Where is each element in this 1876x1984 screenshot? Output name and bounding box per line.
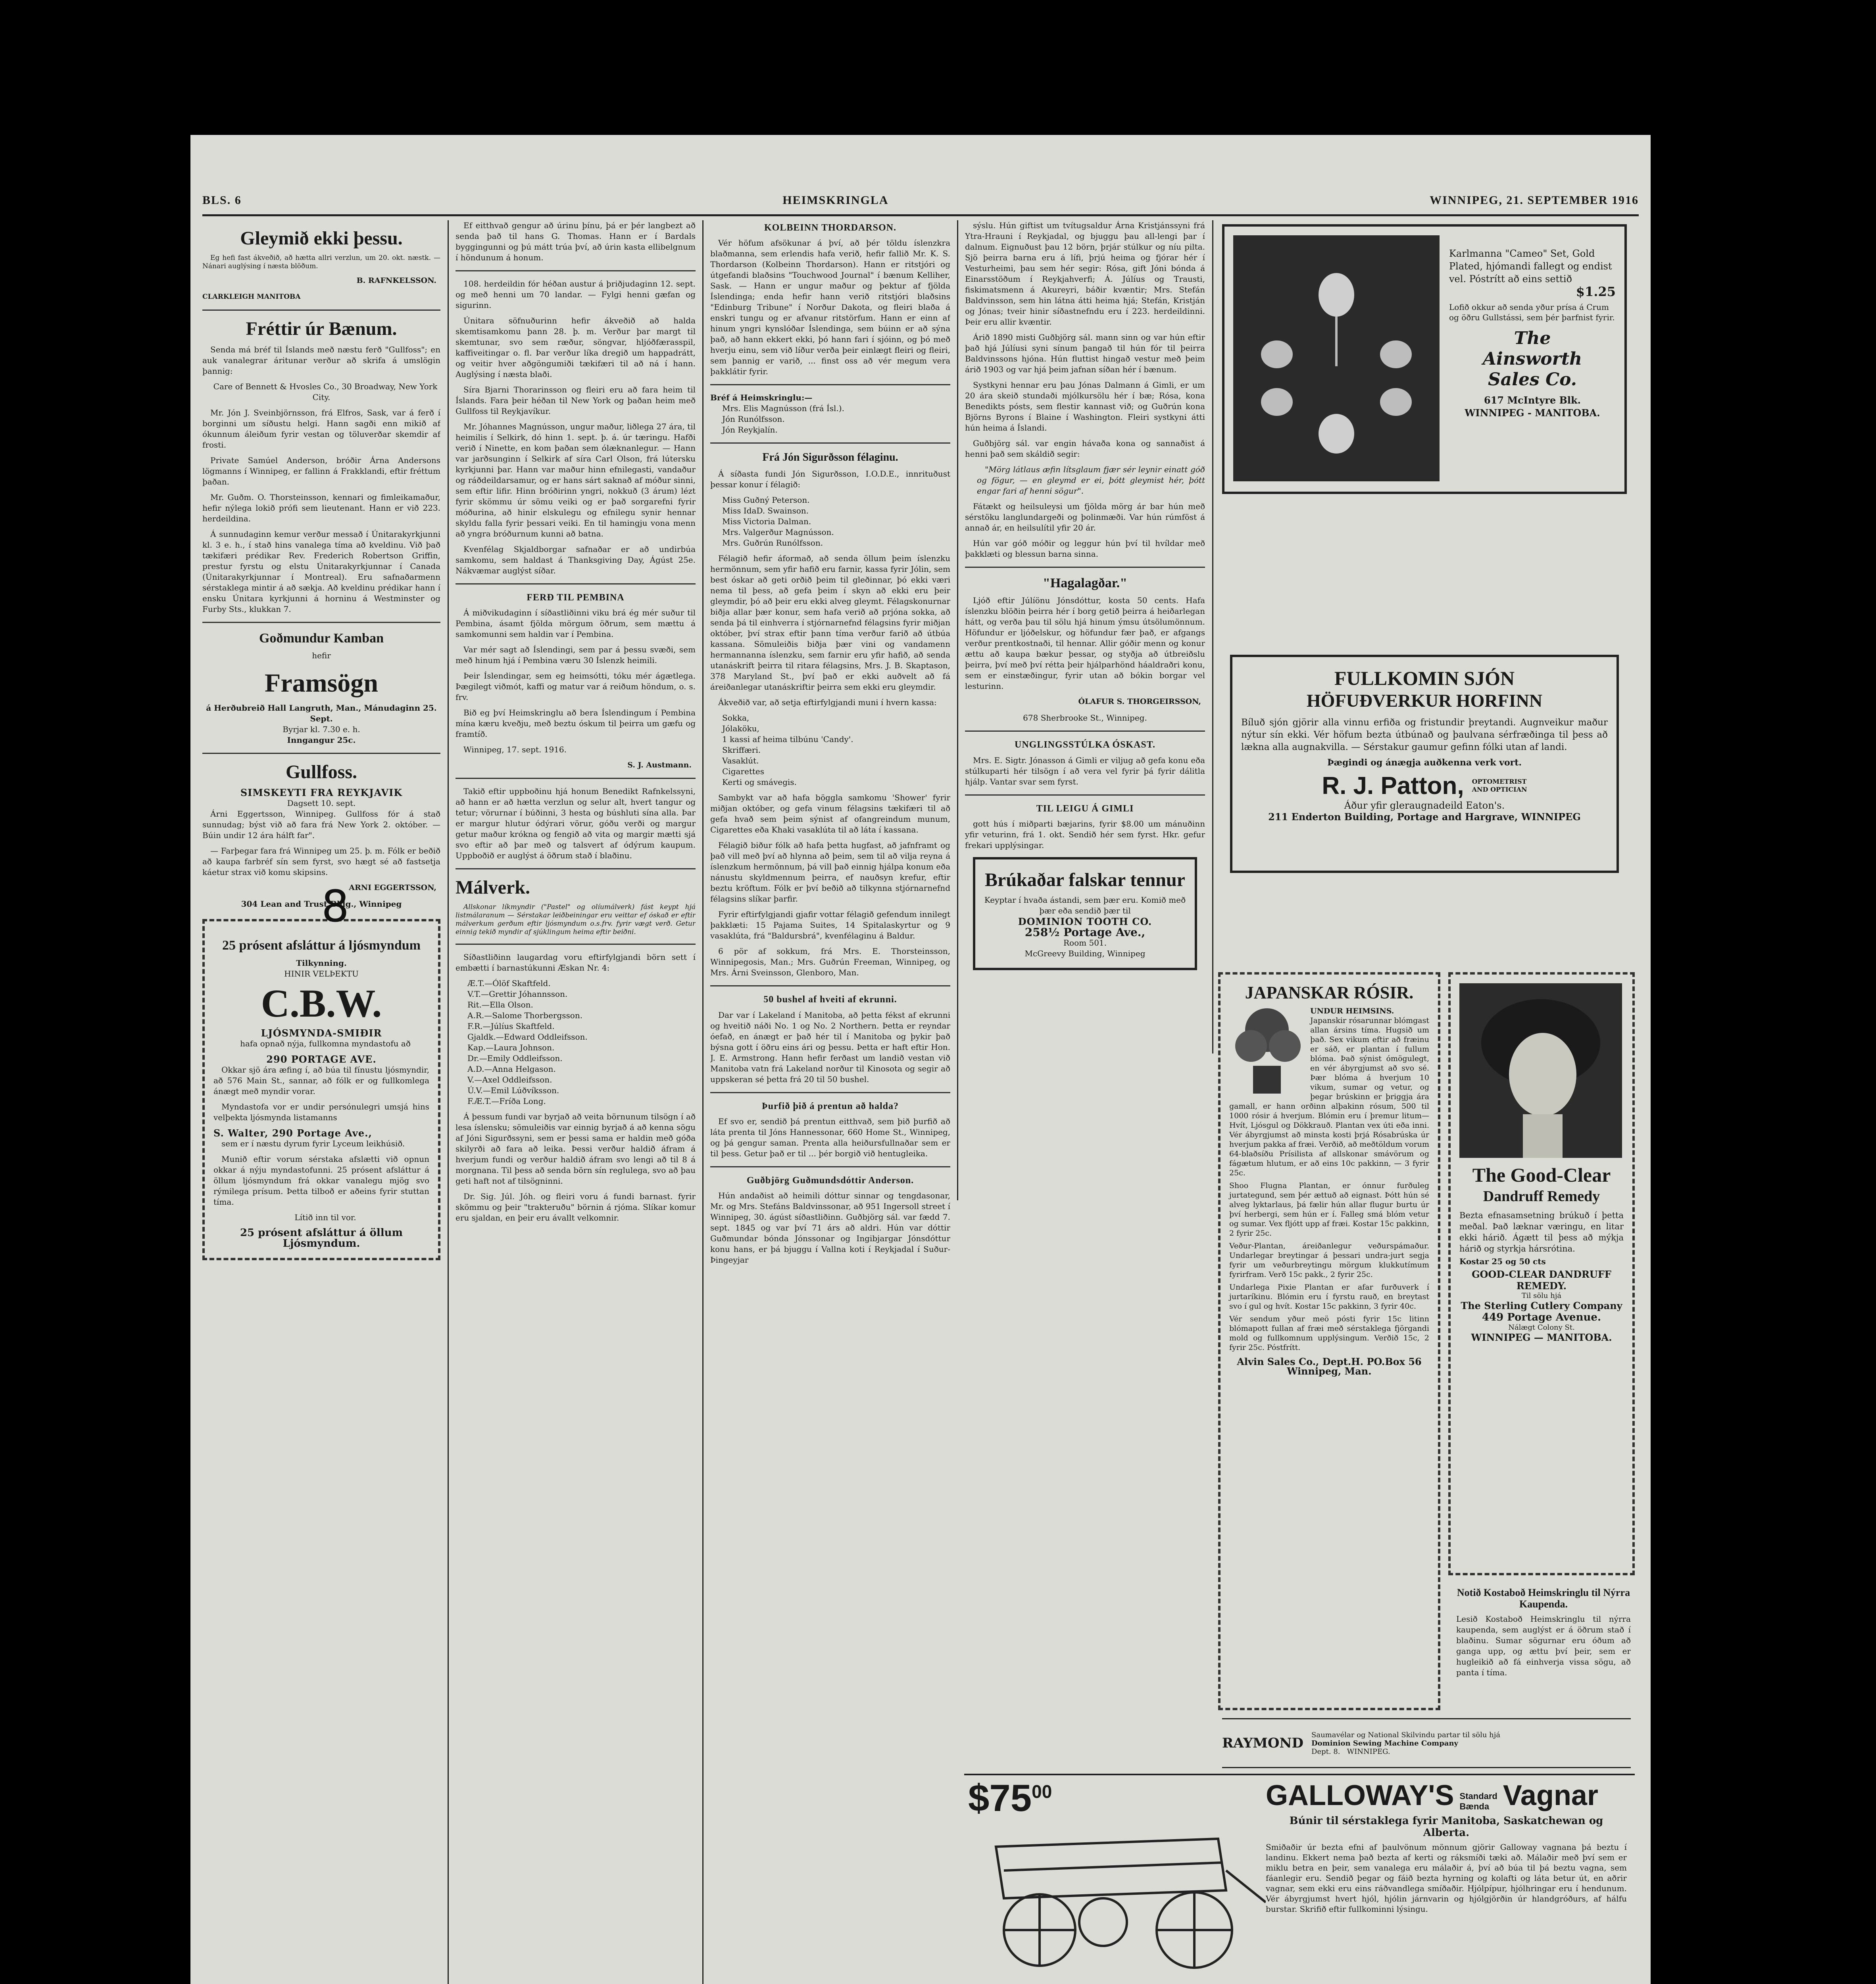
rosir-ad — [1218, 972, 1440, 1710]
raymond-details — [1311, 1731, 1631, 1756]
portrait-face — [1509, 1033, 1576, 1116]
goodclear-ad — [1448, 972, 1635, 1575]
raymond-dept: Dept. 8. — [1311, 1747, 1340, 1756]
gullfoss-signature: ARNI EGGERTSSON, — [349, 883, 436, 892]
galloway-title-vagnar: Vagnar — [1503, 1780, 1598, 1811]
list-item: Rit.—Ella Olson. — [467, 1000, 533, 1010]
goodclear-company: The Sterling Cutlery Company — [1461, 1300, 1622, 1311]
news-paragraph: Únitara söfnuðurinn hefir ákveðið að halda skemtisamkomu þann 28. þ. m. Verður þar margt til skemtunar, svo sem ræður, söngvar, hljóðfærasspil, kaffiveitingar o. fl. Þar verður líka dregið um happadrátt, og veitir hver aðgöngumiði tækifæri til að ná í hann. Auglýsing í næsta blaði. — [456, 316, 696, 379]
page-number: BLS. 6 — [202, 194, 242, 207]
ainsworth-name-line: Ainsworth — [1482, 349, 1582, 369]
cbw-text: hafa opnað nýja, fullkomna myndastofu að — [240, 1038, 411, 1048]
goodclear-name: GOOD-CLEAR DANDRUFF REMEDY. — [1472, 1268, 1611, 1292]
news-paragraph: Kvenfélag Skjaldborgar safnaðar er að undirbúa samkomu, sem haldast á Thanksgiving Day, Ágúst 25e. Nákvæmar auglýst síðar. — [456, 544, 696, 575]
goodclear-near: Nálægt Colony St. — [1508, 1323, 1575, 1332]
patton-title: FULLKOMIN SJÓN — [1334, 667, 1515, 689]
divider — [202, 310, 440, 311]
flower-pot — [1253, 1066, 1281, 1094]
tooth-company: DOMINION TOOTH CO. — [1018, 915, 1152, 927]
gullfoss-date: Dagsett 10. sept. — [287, 798, 356, 808]
kamban-name: Goðmundur Kamban — [259, 631, 384, 646]
kamban-hefir: hefir — [312, 650, 331, 660]
bref-title: Bréf á Heimskringlu:— — [710, 393, 813, 403]
raymond-company: Dominion Sewing Machine Company — [1311, 1739, 1458, 1748]
bref-list — [722, 403, 950, 435]
list-item: F.Æ.T.—Fríða Long. — [467, 1096, 546, 1106]
pembina-signature: S. J. Austmann. — [627, 761, 692, 770]
pembina-title: FERÐ TIL PEMBINA — [527, 592, 625, 603]
gullfoss-address: 304 Lean and Trust Bldg., Winnipeg — [241, 899, 402, 909]
raymond-ad — [1222, 1718, 1631, 1768]
gullfoss-subtitle: SIMSKEYTI FRA REYKJAVIK — [240, 787, 403, 799]
divider — [456, 583, 696, 584]
news-paragraph: Private Samúel Anderson, bróðir Árna Andersons lögmanns í Winnipeg, er fallinn á Frakklandi, eftir fréttum þaðan. — [202, 455, 440, 486]
pembina-paragraph: Þeir Íslendingar, sem eg heimsótti, tóku mér ágætlega. Þægilegt viðmót, kaffi og matur var á reiðum höndum, o. s. frv. — [456, 671, 696, 702]
kamban-place: á Herðubreið Hall Langruth, Man., Mánudaginn 25. Sept. — [206, 703, 437, 723]
hagaladar-signature: ÓLAFUR S. THORGEIRSSON, — [1078, 697, 1201, 706]
list-item: Miss Victoria Dalman. — [722, 517, 811, 527]
goodclear-city: WINNIPEG — MANITOBA. — [1471, 1331, 1612, 1343]
gleymid-signature: B. RAFNKELSSON. — [356, 276, 436, 285]
cbw-ad — [202, 919, 440, 1260]
list-item: Kerti og smávegis. — [722, 777, 797, 787]
tooth-title: Brúkaðar falskar tennur — [985, 869, 1185, 891]
list-item: Gjaldk.—Edward Oddleifsson. — [467, 1032, 588, 1042]
galloway-hveiti — [972, 1978, 1258, 1984]
galloway-bond: Bænda — [1459, 1801, 1490, 1811]
osk-title: UNGLINGSSTÚLKA ÓSKAST. — [1015, 740, 1155, 750]
cameo-button — [1319, 414, 1354, 454]
divider — [456, 778, 696, 779]
patton-subtitle: HÖFUÐVERKUR HORFINN — [1306, 690, 1543, 711]
cbw-text: Lítið inn til vor. — [294, 1212, 356, 1222]
list-item: Sokka, — [722, 713, 750, 723]
column-3 — [710, 220, 950, 1984]
news-paragraph: 108. herdeildin fór héðan austur á þriðjudaginn 12. sept. og með henni um 70 landar. — Fylgi henni gæfan og sigurinn. — [456, 279, 696, 310]
galloway-price — [968, 1779, 1052, 1817]
rosir-shoo: Shoo Flugna Plantan, er ónnur furðuleg jurtategund, sem þér ættuð að eignast. Þótt hún sé alveg lyktarlaus, þá fælir hún allar flugur burtu úr því herbergi, sem hún er í. Falleg smá blóm vetur og sumar. Vex fljótt upp af fræi. Kostar 15c pakkinn, 2 fyrir 25c. — [1229, 1181, 1429, 1238]
cufflink — [1261, 340, 1293, 368]
ainsworth-name — [1449, 328, 1616, 390]
obituary-paragraph: Árið 1890 misti Guðbjörg sál. mann sinn og var hún eftir það hjá Júlíusi syni sínum þangað til hún fór til þeirra Baldvinssons hjóna. Hún fluttist hingað vestur með þeim árið 1903 og var hjá þeim jafnan síðan hér í bænum. — [965, 333, 1205, 374]
galloway-price-dollars: $75 — [968, 1777, 1032, 1819]
wagon-box-line — [1004, 1863, 1222, 1871]
tooth-ad — [973, 857, 1197, 970]
ainsworth-price: $1.25 — [1576, 284, 1616, 299]
list-item: Vasaklút. — [722, 756, 759, 766]
cbw-text: Myndastofa vor er undir persónulegri umsjá hins velþekta ljósmynda listamanns — [213, 1102, 429, 1122]
malverk-title: Málverk. — [456, 877, 530, 898]
leigu-paragraph: gott hús í miðparti bæjarins, fyrir $8.00 um mánuðinn yfir veturinn, frá 1. okt. Sendið hér sem fyrst. Hkr. gefur frekari upplýsingar. — [965, 819, 1205, 850]
divider — [965, 794, 1205, 796]
print-title: Þurfið þið á prentun að halda? — [762, 1101, 899, 1111]
list-item: Jón Runólfsson. — [722, 414, 785, 424]
kolbeinn-paragraph: Vér höfum afsökunar á því, að þér töldu íslenzkra blaðmanna, sem erlendis hafa verið, hefir fallið Mr. K. S. Thordarson (Kolbeinn Thordarson). Hann er ritstjóri og útgefandi blaðsins "Touchwood Journal" í bænum Kelliher, Sask. — Hann er ungur maður og þektur af fjölda Íslendinga; enda hefir hann verið ritstjóri blaðsins "Edinburg Tribune" í Norður Dakota, og fleiri blaða á enskri tungu og er afvanur ritstörfum. Hann er einn af hinum yngri kynslóðar Íslendinga, sem búinn er að sýna það, að hann ekkert ekki, þó hann fari í sjóinn, og þó með hverju einu, sem við líður verða þeir einlægt fleiri og fleiri, sem þannig er varið, ... finst oss að vér megum vera þakklátir fyrir. — [710, 238, 950, 377]
galloway-title: GALLOWAY'S — [1266, 1780, 1454, 1811]
fjs-paragraph: Á síðasta fundi Jón Sigurðsson, I.O.D.E., innrituðust þessar konur í félagið: — [710, 469, 950, 490]
fjs-paragraph: Félagið hefir áformað, að senda öllum þeim íslenzku hermönnum, sem yfir hafið eru farnir, kassa fyrir Jólin, sem best óskar að geti orðið þeim til gleðinnar, þó ekki væri nema til þess, að gefa þeim í skyn að ekki eru þeir gleymdir, þó að þeir eru ekki alveg gleymt. Félagskonurnar biðja allar þær konur, sem hafa verið að prjóna sokka, að senda þá til einhverra í stjórnarnefnd félagsins fyrir miðjan október, því strax eftir þann tíma verður farið að útbúa kassana. Sömuleiðis biðja þær vini og vandamenn hermannanna íslenzku, sem farnir eru yfir hafið, að senda utanáskrift þeirra til ritara félagsins, Mrs. J. B. Skaptason, 378 Maryland St., því það er ekki auðvelt að fá áreiðanlegar utanáskriftir þeirra sem ekki eru gleymdir. — [710, 554, 950, 692]
news-paragraph: Mr. Guðm. O. Thorsteinsson, kennari og fimleikamaður, hefir nýlega lokið prófi sem lieutenant. Hann er við 223. herdeildina. — [202, 492, 440, 523]
ainsworth-text-block — [1440, 235, 1616, 483]
divider — [710, 384, 950, 385]
ainsworth-address: 617 McIntyre Blk. — [1484, 394, 1581, 406]
goodclear-address: 449 Portage Avenue. — [1482, 1311, 1601, 1323]
news-paragraph: Takið eftir uppboðinu hjá honum Benedikt Rafnkelssyni, að hann er að hætta verzlun og selur alt, hvert tangur og tetur; vörurnar í búðinni, 3 hesta og búshluti sína alla. Þar er margur hlutur ódýrari vörur, góðu verði og margur getur maður krókna og fengið að vita og margir mætti sjá svo eftir að þar með og talsvert af ódýrum kaupum. Uppboðið er auglýst á öðrum stað í blaðinu. — [456, 786, 696, 861]
rose-bush — [1269, 1030, 1301, 1062]
obituary-paragraph: Guðbjörg sál. var engin hávaða kona og sannaðist á henni það sem skáldið segir: — [965, 438, 1205, 459]
column-4 — [965, 220, 1205, 1192]
news-paragraph: Síðastliðinn laugardag voru eftirfylgjandi börn sett í embætti í barnastúkunni Æskan Nr. 4: — [456, 952, 696, 973]
rose-bush — [1235, 1030, 1267, 1062]
cbw-smidir: LJÓSMYNDA-SMIÐIR — [261, 1027, 382, 1039]
frettir-title: Fréttir úr Bænum. — [246, 318, 397, 339]
goodclear-sold: Til sölu hjá — [1521, 1291, 1562, 1300]
fjs-title: Frá Jón Sigurðsson félaginu. — [762, 451, 898, 464]
news-paragraph: Mr. Jón J. Sveinbjörnsson, frá Elfros, Sask, var á ferð í borginni um síðustu helgi. Hann sagði enn mikið af ókunnum áleiðum fyrir vestan og töluverðar skemdir af frosti. — [202, 408, 440, 450]
kamban-time: Byrjar kl. 7.30 e. h. — [283, 724, 360, 734]
list-item: Mrs. Guðrún Runólfsson. — [722, 538, 823, 548]
goodclear-price: Kostar 25 og 50 cts — [1459, 1256, 1546, 1266]
cufflink — [1380, 340, 1412, 368]
fjs-paragraph: Ákveðið var, að setja eftirfylgjandi muni í hvern kassa: — [718, 698, 937, 707]
kostabod-text: Lesið Kostaboð Heimskringlu til nýrra kaupenda, sem auglýst er á öðrum stað í blaðinu. Sumar sögurnar eru óðum að ganga upp, og ættu því þeir, sem er hugleikið að fá einhverja vissa sögu, að panta í tíma. — [1456, 1614, 1631, 1678]
list-item: Ú.V.—Emil Lúðvíksson. — [467, 1086, 559, 1096]
obituary-paragraph: sýslu. Hún giftist um tvítugsaldur Árna Kristjánssyni frá Ytra-Hrauni í Reykjadal, og bjuggu þau all-lengi þar í dalnum. Eignuðust þau 12 börn, þrjár stúlkur og níu pilta. Sjö þeirra barna eru á lífi, þrjú heima og fjórar hér í Vesturheimi, þau sem hér segir: Rósa, gift Jóni bónda á Einarsstöðum í Reykjahverfi; Á. Júlíus og Trausti, fiskimatsmenn á Akureyri, báðir kvæntir; Mrs. Stefán Baldvinsson, sem hin látna átti heima hjá; Stefán, Kristján og Jónas; tveir hinir síðastnefndu eru í 223. herdeildinni. Þeir eru allir kvæntir. — [965, 221, 1205, 327]
fjs-paragraph: Fyrir eftirfylgjandi gjafir vottar félagið gefendum innilegt þakklæti: 15 Pajama Suites, 14 Spitalaskyrtur og 9 vasaklúta, frá "Baldursbrá", kvenfélaginu á Baldur. — [710, 909, 950, 941]
cbw-text: Okkar sjö ára æfing í, að búa til fínustu ljósmyndir, að 576 Main St., sannar, að fólk er og fullkomlega ánægt með myndir vorar. — [213, 1065, 429, 1096]
list-item: F.R.—Júlíus Skaftfeld. — [467, 1021, 555, 1031]
cufflink — [1380, 388, 1412, 416]
patton-slogan: Þægindi og ánægja auðkenna verk vort. — [1327, 757, 1522, 768]
list-item: Æ.T.—Ólöf Skaftfeld. — [467, 979, 551, 988]
page-header — [202, 186, 1639, 216]
rosir-subtitle: UNDUR HEIMSINS. — [1310, 1007, 1394, 1016]
kostabod-title: Notið Kostaboð Heimskringlu til Nýrra Kaupenda. — [1457, 1587, 1630, 1610]
cbw-text: sem er í næstu dyrum fyrir Lyceum leikhúsið. — [221, 1138, 405, 1148]
news-paragraph: Síra Bjarni Thorarinsson og fleiri eru að fara heim til Íslands. Fara þeir héðan til New York og þaðan heim með Gullfoss til Reykjavíkur. — [456, 385, 696, 416]
wagon-illustration — [972, 1823, 1266, 1970]
rose-plant-illustration — [1229, 1006, 1305, 1098]
malverk-ad — [456, 877, 696, 936]
ainsworth-city: WINNIPEG - MANITOBA. — [1465, 407, 1600, 419]
list-item: V.—Axel Oddleifsson. — [467, 1075, 552, 1085]
goodclear-title: The Good-Clear — [1472, 1164, 1611, 1186]
margin-annotation: 8 — [321, 881, 349, 932]
list-item: Mrs. Elis Magnússon (frá Ísl.). — [722, 404, 844, 413]
patton-name-row — [1241, 772, 1608, 800]
wheat-title: 50 bushel af hveiti af ekrunni. — [763, 994, 897, 1005]
divider — [710, 985, 950, 986]
list-item: Miss Guðný Peterson. — [722, 495, 810, 505]
hagaladar-address: 678 Sherbrooke St., Winnipeg. — [1023, 713, 1147, 723]
raymond-dept-row — [1311, 1748, 1631, 1756]
cbw-hinir: HINIR VELÞEKTU — [284, 969, 359, 979]
pembina-paragraph: Var mér sagt að Íslendingi, sem par á þessu svæði, sem með hinum hjá í Pembina væru 30 Íslenzk heimili. — [456, 645, 696, 665]
gullfoss-title: Gullfoss. — [285, 761, 358, 782]
goodclear-subtitle: Dandruff Remedy — [1483, 1188, 1600, 1205]
rosir-text: Japanskir rósarunnar blómgast allan ársins tíma. Hugsið um það. Sex vikum eftir að fræinu er sáð, er plantan í fullum blóma. Það sýnist ómögulegt, en vér ábyrgjumst að svo sé. Þær blóma á hverjum 10 vikum, sumar og vetur, og þegar brúskinn er þriggja ára gamall, er hann orðinn alþakinn rósum, 500 til 1000 rósir á hverjum. Blómin eru í þremur litum—Hvít, Ljósgul og Dökkrauð. Plantan vex úti eða inni. Vér ábyrgjumst að minsta kosti þrjá Rósabrúska úr hverjum pakka af fræi. Verðið, að meðtöldum vorum 64-blaðsíðu Prísilista af allskonar smávörum og fágætum hlutum, er að eins 10c pakkinn, — 3 fyrir 25c. — [1229, 1016, 1429, 1178]
list-item: Miss IdaD. Swainson. — [722, 506, 809, 516]
patton-title-line: AND OPTICIAN — [1472, 786, 1527, 794]
cbw-tilkynning: Tilkynning. — [296, 958, 347, 968]
column-rule — [448, 220, 449, 1984]
gleymid-notice — [202, 228, 440, 302]
list-item: Cigarettes — [722, 767, 764, 777]
galloway-subtitle: Búnir til sérstaklega fyrir Manitoba, Saskatchewan og Alberta. — [1289, 1815, 1603, 1839]
kamban-title: Framsögn — [265, 668, 378, 698]
news-paragraph: Care of Bennett & Hvosles Co., 30 Broadway, New York City. — [213, 381, 438, 402]
hagaladar-title: "Hagalagðar." — [1042, 576, 1128, 590]
pembina-paragraph: Á miðvikudaginn í síðastliðinni viku brá ég mér suður til Pembina, ásamt fjölda mörgum öðrum, sem mættu á samkomunni sem haldin var í Pembina. — [456, 608, 696, 639]
divider — [202, 622, 440, 623]
ainsworth-note: Lofið okkur að senda yður prísa á Crum og öðru Gullstássi, sem þér þarfnist fyrir. — [1449, 302, 1615, 322]
obituary-paragraph: Systkyni hennar eru þau Jónas Dalmann á Gimli, er um 20 ára skeið stundaði mjólkursölu hér í bæ; Rósa, kona Benedikts pósts, sem flestir kannast við; og Guðrún kona Björns Byrons í Blaine í Washington. Fleiri systkyni átti hún heima á Íslandi. — [965, 380, 1205, 433]
obituary-verse: "Mörg látlaus æfin lítsglaum fjær sér leynir einatt góð og fögur, — en gleymd er ei, þótt gleymist hér, þótt engar fari af henni sögur". — [977, 465, 1205, 496]
news-paragraph: Ef eitthvað gengur að úrinu þínu, þá er þér langbezt að senda það til hans G. Thomas. Hann er í Bardals byggingunni og þú mátt trúa því, að úrin kasta ellibelgnum í höndunum á honum. — [456, 221, 696, 262]
cufflinks-illustration — [1233, 235, 1440, 481]
galloway-price-cents: 00 — [1032, 1781, 1052, 1802]
gleymid-title: Gleymið ekki þessu. — [240, 228, 403, 249]
tooth-building: McGreevy Building, Winnipeg — [1024, 948, 1146, 958]
raymond-name: RAYMOND — [1222, 1735, 1304, 1751]
list-item: A.R.—Salome Thorbergsson. — [467, 1011, 583, 1021]
list-item: V.T.—Grettir Jóhannsson. — [467, 989, 568, 999]
news-paragraph: Senda má bréf til Íslands með næstu ferð "Gullfoss"; en auk vanalegrar áritunar verður að skrifa á umslögin þannig: — [202, 344, 440, 376]
ainsworth-name-line: Sales Co. — [1488, 369, 1577, 390]
galloway-text: Smiðaðir úr bezta efni af þaulvönum mönnum gjörir Galloway vagnana þá beztu í landinu. Ekkert nema það bezta af kerti og ráksmíði tæki að. Málaðir með því sem er miklu betra en þeir, sem vanalega eru málaðir á, því að búa til þá beztu vagna, sem fáanlegir eru. Sendið þegar og fáið bezta hyrning og kolafti og láta betur út, en aðrir vagnar, sem ekki eru eins ráðvandlega smíðaðir. Hjólpípur, hjólhringar eru í hendunum. Vér ábyrgjumst hvert hjól, hjólin járnvarin og hjólgjörðin úr hlandgróðurs, af hálfu burstar. Skrifið eftir fullkominni lýsingu. — [1266, 1842, 1627, 1914]
wagon-tongue — [1226, 1871, 1266, 1902]
cbw-walter: S. Walter, 290 Portage Ave., — [213, 1127, 372, 1139]
osk-paragraph: Mrs. E. Sigtr. Jónasson á Gimli er viljug að gefa konu eða stúlkuparti hér tilsögn í að vera vel fyrir þá fyrir dálitla hjálp. Vantar svar sem fyrst. — [965, 755, 1205, 786]
patton-previous: Áður yfir gleraugnadeild Eaton's. — [1344, 800, 1505, 811]
cbw-title: 25 prósent afsláttur á ljósmyndum — [222, 938, 421, 953]
pembina-paragraph: Bið eg því Heimskringlu að bera Íslendingum í Pembina mína kæru kveðju, með beztu óskum til þeirra um gæfu og framtíð. — [456, 708, 696, 739]
column-rule — [1212, 220, 1213, 1054]
masthead: HEIMSKRINGLA — [782, 194, 889, 207]
pembina-paragraph: Winnipeg, 17. sept. 1916. — [463, 745, 567, 755]
news-paragraph: Mr. Jóhannes Magnússon, ungur maður, liðlega 27 ára, til heimilis í Selkirk, dó hinn 1. sept. þ. á. úr tæringu. Hafði verið í Ninette, en kom þaðan sem ólæknanlegur. — Hann var jarðsunginn í Selkirk af síra Carl Olson, frá lútersku kyrkjunni þar. Hann var maður hinn efnilegasti, vandaður og ráðdeildarsamur, og er hans sárt saknað af móður sinni, sem eftir lifir. Hinn bróðirinn yngri, nokkuð (3 árum) lézt fyrir skömmu úr sömu veiki og er það sorgarefni fyrir móðurina, að hinir elskulegu og efnilegu synir hennar skyldu falla fyrir þessari veiki. En til hamingju vona menn að yngra bróðurnum kunni að batna. — [456, 422, 696, 538]
divider — [710, 1166, 950, 1167]
divider — [456, 944, 696, 945]
column-1 — [202, 220, 440, 1984]
portrait-neck — [1523, 1114, 1563, 1158]
rosir-company: Alvin Sales Co., Dept.H. PO.Box 56 — [1237, 1356, 1422, 1368]
patton-credentials — [1472, 778, 1527, 794]
galloway-ad — [964, 1774, 1635, 1984]
gullfoss-paragraph: Árni Eggertsson, Winnipeg. Gullfoss fór á stað sunnudag; býst við að fara frá New York 2. október. — Búin undir 12 ára hálft far". — [202, 809, 440, 840]
divider — [456, 868, 696, 869]
list-item: 1 kassi af heima tilbúnu 'Candy'. — [722, 734, 853, 744]
cufflink — [1261, 388, 1293, 416]
list-item: Jón Reykjalín. — [722, 425, 778, 435]
fjs-paragraph: Sambykt var að hafa böggla samkomu 'Shower' fyrir miðjan október, og gefa vinum félagsins tækifæri til að gefa hvað sem þeim sýnist af ofangreindum munum, Cigarettes eða Khaki vasaklúta til að láta í kassana. — [710, 793, 950, 835]
wagon-wheel — [1079, 1898, 1127, 1946]
cameo-pin — [1319, 273, 1354, 317]
column-rule — [957, 220, 958, 1200]
patton-address: 211 Enderton Building, Portage and Hargrave, WINNIPEG — [1268, 811, 1581, 823]
tooth-room: Room 501. — [1063, 938, 1107, 948]
kolbeinn-title: KOLBEINN THORDARSON. — [764, 223, 896, 233]
wheat-paragraph: Dar var í Lakeland í Manitoba, að þetta fékst af ekrunni og hveitið náði No. 1 og No. 2 Northern. Þetta er reyndar óefað, en ánægt er það hér til í Manitoba og þykir það býsna gott í öðru eins ári og þessu. Þetta er haft eftir Hon. J. E. Armstrong. Hann hefir ferðast um landið vestan við Manitoba vatn frá Lakeland norður til Kinosota og segir að uppskeran sé þetta frá 20 til 50 bushel. — [710, 1010, 950, 1084]
galloway-header — [1266, 1779, 1627, 1914]
malverk-text: Allskonar líkmyndir ("Pastel" og olíumálverk) fást keypt hjá listmálaranum — Sérstakar leiðbeiningar eru veittar ef óskað er eftir málverkum gerðum eftir ljósmyndum o.s.frv. fyrir vægt verð. Getur einnig tekið myndir af sjúklingum heima eftir beiðni. — [456, 903, 696, 936]
galloway-std: Standard — [1459, 1791, 1497, 1801]
kamban-fee: Inngangur 25c. — [287, 735, 356, 745]
rosir-vedur: Veður-Plantan, áreiðanlegur veðurspámaður. Undarlegar breytingar á þessari undra-jurt segja fyrir um veðurbreytingu mörgum klukkutímum fyrirfram. Verð 15c pakk., 2 fyrir 25c. — [1229, 1242, 1429, 1279]
leigu-title: TIL LEIGU Á GIMLI — [1036, 803, 1134, 814]
divider — [965, 731, 1205, 732]
list-item: Kap.—Laura Johnson. — [467, 1043, 555, 1053]
gullfoss-paragraph: — Farþegar fara frá Winnipeg um 25. þ. m. Fólk er beðið að kaupa farbréf sín sem fyrst, svo hægt sé að fastsetja káetur strax við komu skipsins. — [202, 846, 440, 877]
list-item: Dr.—Emily Oddleifsson. — [467, 1054, 563, 1063]
gleymid-body: Eg hefi fast ákveðið, að hætta allri verzlun, um 20. okt. næstk. — Nánari auglýsing í næsta blöðum. — [202, 254, 440, 270]
obituary-paragraph: Fátækt og heilsuleysi um fjölda mörg ár bar hún með sérstöku langlundargeði og þolinmæði. Var hún rúmföst á annað ár, en heilsulítil yfir 20 ár. — [965, 502, 1205, 533]
fjs-paragraph: Félagið biður fólk að hafa þetta hugfast, að jafnframt og það vill með því að hlynna að þeim, sem til að vilja reyna á íslenzkum hermönnum, þá vill það einnig hjálpa konum eða nánustu skyldmennum þeirra, ef nauðsyn krefur, eftir beztu kröftum. Fólk er því beðið að tilkynna stjórnarnefnd félagsins slíkar þarfir. — [710, 840, 950, 904]
list-item: Jólaköku, — [722, 724, 759, 734]
tooth-text: Keyptar í hvaða ástandi, sem þær eru. Komið með þær eða sendið þær til — [984, 895, 1186, 915]
news-paragraph: Á sunnudaginn kemur verður messað í Únitarakyrkjunni kl. 3 e. h., í stað hins vanalega tíma að kveldinu. Við það tækifæri prédikar Rev. Frederich Robertson Griffin, prestur fyrstu og elstu Únitarakyrkjunnar í Canada (Únitarakyrkjunnar í Montreal). Eru safnaðarmenn sérstaklega mintir á að sækja. Að kveldinu prédikar hann í ensku Únitara kyrkjunni á horninu á Westminster og Furby Sts., klukkan 7. — [202, 529, 440, 614]
divider — [456, 270, 696, 271]
patton-title-line: OPTOMETRIST — [1472, 778, 1527, 786]
gudbjorg-paragraph: Hún andaðist að heimili dóttur sinnar og tengdasonar, Mr. og Mrs. Stefáns Baldvinssonar, að 951 Ingersoll street í Winnipeg, 30. ágúst síðastliðinn. Guðbjörg sál. var fædd 7. sept. 1845 og var því 71 árs að aldri. Hún var dóttir Guðmundar bónda Jónssonar og Ingibjargar Jónsdóttur konu hans, er þá bjuggu í Vallna koti í Reykjadal í Suður-Þingeyjar — [710, 1191, 950, 1265]
hagaladar-paragraph: Ljóð eftir Júlíönu Jónsdóttur, kosta 50 cents. Hafa íslenzku blöðin þeirra hér í borg getið þeirra á heiðarlegan hátt, og verða þau til sölu hjá hinum ýmsu útsölumönnum. Höfundur er ljóðelskur, og höfundur fær það, er afgangs verður prentkostnaði, til hennar. Allir góðir menn og konur ættu að kaupa bækur þessar, og styðja að útbreiðslu þeirra, því með því rétta þeir hjálparhönd háaldraðri konu, sem er einstæðingur, fyrir utan að bókin borgar vel lesturinn. — [965, 596, 1205, 691]
dateline: WINNIPEG, 21. SEPTEMBER 1916 — [1430, 194, 1639, 207]
rosir-title: JAPANSKAR RÓSIR. — [1245, 983, 1414, 1002]
list-item: Mrs. Valgerður Magnússon. — [722, 527, 834, 537]
divider — [965, 567, 1205, 568]
ainsworth-ad — [1222, 224, 1627, 494]
raymond-city: WINNIPEG. — [1347, 1747, 1390, 1756]
galloway-std-block — [1460, 1791, 1497, 1812]
patton-text: Bíluð sjón gjörir alla vinnu erfiða og fristundir þreytandi. Augnveikur maður nýtur sín ekki. Vér höfum bezta útbúnað og þaulvana sérfræðinga til þess að lækna alla augnakvilla. — Sérstakur gaumur gefinn fólki utan af landi. — [1241, 717, 1608, 752]
cbw-footer: 25 prósent afsláttur á öllum Ljósmyndum. — [240, 1227, 403, 1250]
newspaper-page — [190, 135, 1651, 1984]
divider — [710, 442, 950, 444]
ainsworth-text: Karlmanna "Cameo" Set, Gold Plated, hjómandi fallegt og endist vel. Póstrítt að eins settið — [1449, 248, 1612, 285]
rosir-pixie: Undarlega Pixie Plantan er afar furðuverk í jurtaríkinu. Blómin eru í fyrstu rauð, en breytast svo í gul og hvít. Kostar 15c pakkinn, 3 fyrir 40c. — [1229, 1283, 1429, 1311]
news-paragraph: Á þessum fundi var byrjað að veita börnunum tilsögn í að lesa íslensku; sömuleiðis var einnig byrjað á að kenna sögu af Jóni Sigurðssyni, sem er þessi sama er haldin með góða skilyrði að fara að leika. Þessi verður haldið áfram á hverjum fundi og verður haldið áfram svo lengi að til 8 á morgnana. Til þess að senda börn sín reglulega, svo að þau geti haft not af tilsögninni. — [456, 1112, 696, 1186]
column-rule — [702, 220, 704, 1984]
patton-name: R. J. Patton, — [1322, 772, 1464, 800]
rosir-seed: Vér sendum yður meö pósti fyrir 15c litinn blómapott fullan af fræi með sérstaklega fjörgandi mold og fullkomnum upplýsingum. Verðið 15c, 2 fyrir 25c. Póstfrítt. — [1229, 1315, 1429, 1352]
fjs-names — [722, 495, 950, 548]
print-paragraph: Ef svo er, sendið þá prentun eitthvað, sem þið þurfið að láta prenta til Jóns Hannessonar, 660 Home St., Winnipeg, og þá gengur saman. Prenta alla heiðursfullnaðar sem er til þess. Getur það er til ... þér borgið við hentugleika. — [710, 1116, 950, 1158]
cbw-address: 290 PORTAGE AVE. — [266, 1053, 377, 1065]
fjs-paragraph: 6 pör af sokkum, frá Mrs. E. Thorsteinsson, Winnipegosis, Man.; Mrs. Guðrún Freeman, Winnipeg, og Mrs. Árni Sveinsson, Glenboro, Man. — [710, 946, 950, 978]
divider — [202, 753, 440, 754]
officer-list — [467, 978, 696, 1107]
news-paragraph: Dr. Sig. Júl. Jóh. og fleiri voru á fundi barnast. fyrir skömmu og þeir "trakteruðu" börnin á rjóma. Slíkar komur eru sjaldan, en þeir eru ávallt velkomnir. — [456, 1192, 696, 1223]
patton-ad — [1230, 655, 1619, 873]
list-item: A.D.—Anna Helgason. — [467, 1064, 556, 1074]
goodclear-text: Bezta efnasamsetning brúkuð í þetta meðal. Það læknar væringu, en litar ekki hárið. Ágætt til þess að mýkja hárið og styrkja hársrótina. — [1459, 1210, 1624, 1253]
box-items — [722, 713, 950, 788]
column-2 — [456, 220, 696, 1984]
rosir-city: Winnipeg, Man. — [1287, 1365, 1372, 1377]
divider — [710, 1092, 950, 1093]
gudbjorg-title: Guðbjörg Guðmundsdóttir Anderson. — [746, 1175, 914, 1186]
woman-portrait — [1459, 983, 1622, 1158]
tooth-address: 258½ Portage Ave., — [1024, 925, 1146, 939]
kamban-ad — [202, 631, 440, 746]
cbw-text: Munið eftir vorum sérstaka afslætti við opnun okkar á nýju myndastofunni. 25 prósent afsláttur á öllum ljósmyndum frá okkar vanalegu mjög svo rýmilega prísum. Þetta tilboð er aðeins fyrir stuttan tíma. — [213, 1154, 429, 1207]
gleymid-place: CLARKLEIGH MANITOBA — [202, 292, 301, 301]
kostabod-notice — [1456, 1587, 1631, 1714]
ainsworth-name-line: The — [1514, 328, 1551, 348]
galloway-title-row — [1266, 1779, 1627, 1812]
obituary-paragraph: Hún var góð móðir og leggur hún því til hvíldar með þakklæti og blessun barna sinna. — [965, 538, 1205, 559]
cbw-brand: C.B.W. — [261, 981, 382, 1025]
raymond-text: Saumavélar og National Skilvindu partar til sölu hjá — [1311, 1730, 1501, 1739]
list-item: Skriffæri. — [722, 745, 761, 755]
